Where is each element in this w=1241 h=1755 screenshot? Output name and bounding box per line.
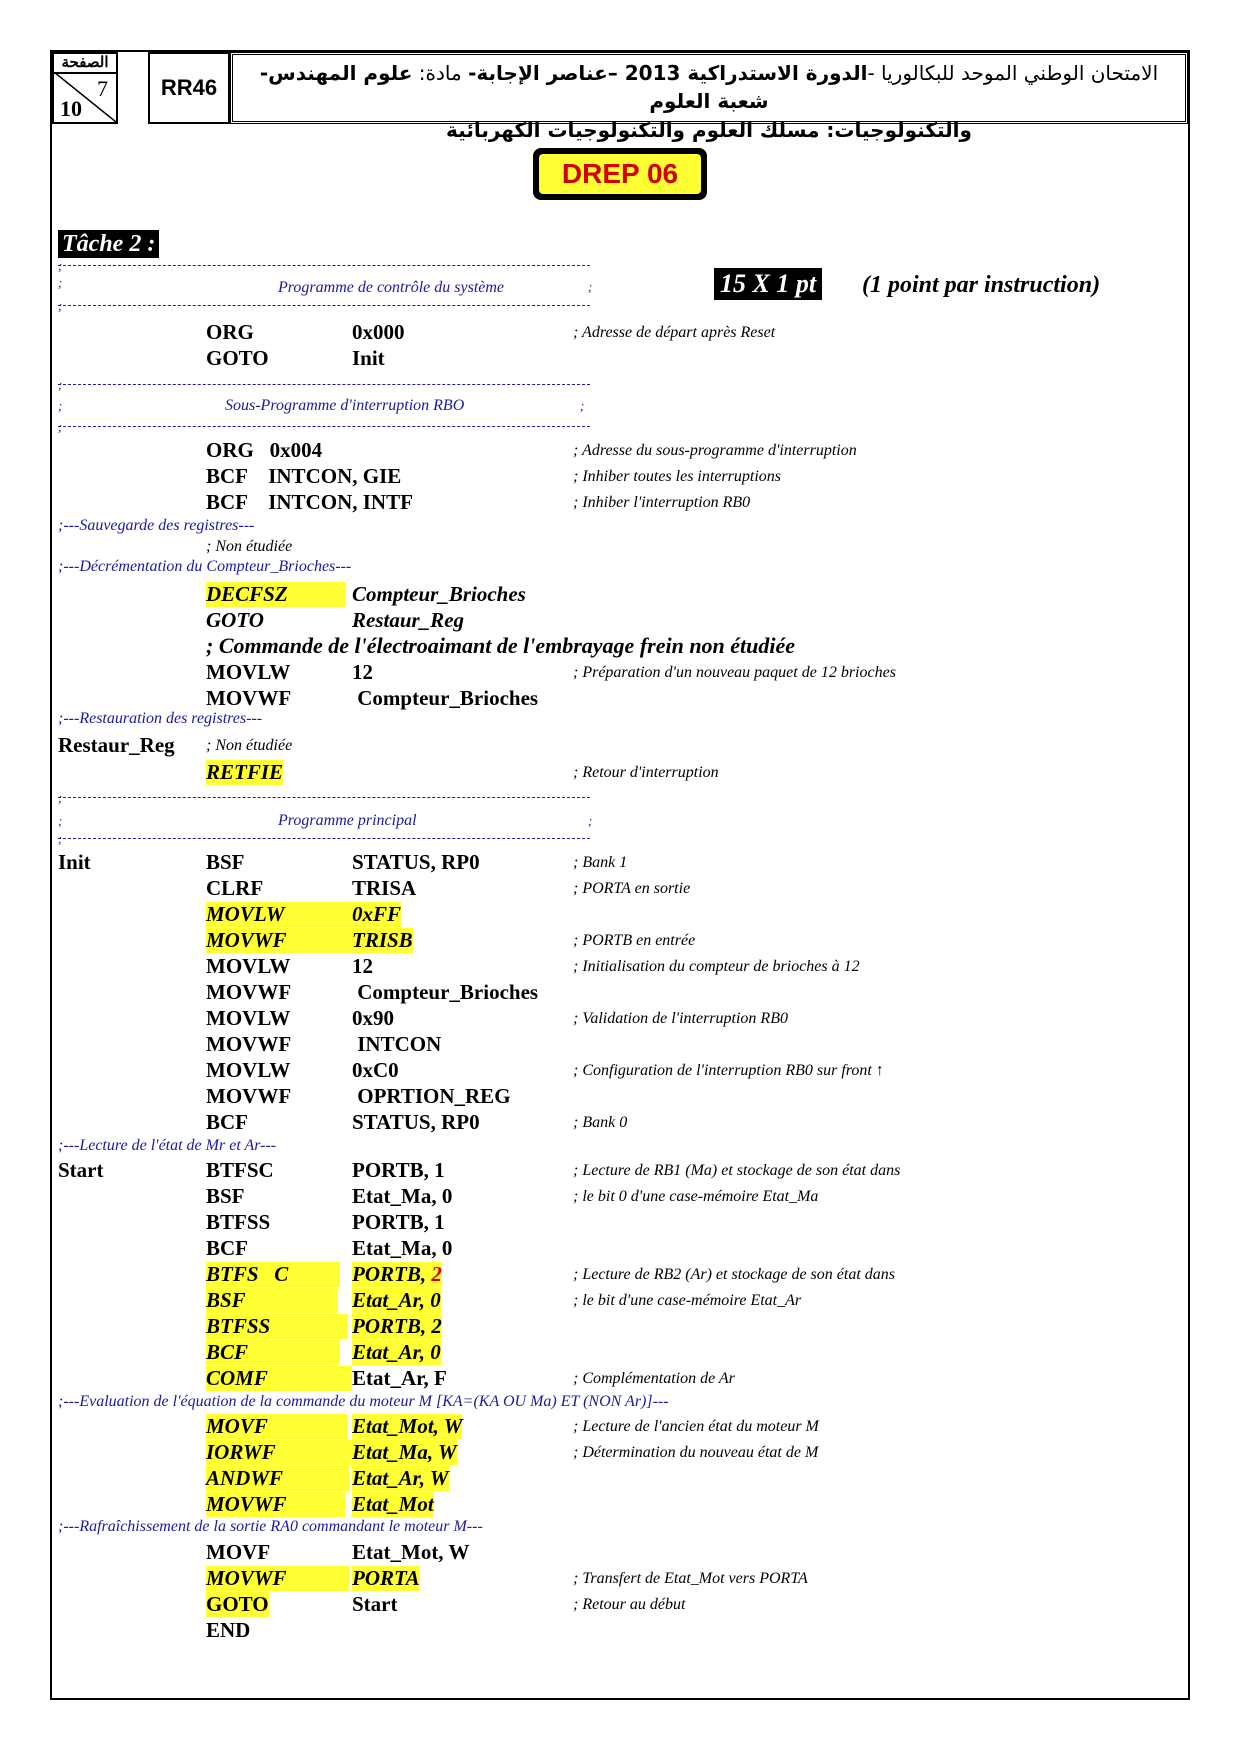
code-line [0,1618,1241,1644]
comment: ; Retour d'interruption [573,764,719,781]
opcode: MOVWF [206,928,357,953]
operand: Restaur_Reg [352,608,465,632]
comment: ; PORTA en sortie [573,880,691,897]
note-lecture: ;---Lecture de l'état de Mr et Ar--- [58,1137,277,1154]
operand: Etat_Ar, F [352,1366,447,1390]
code-line [0,1210,1241,1236]
exam-code: RR46 [148,52,230,124]
opcode: BTFSC [206,1158,274,1182]
opcode: MOVWF [206,1492,345,1517]
opcode: BCF [206,1110,248,1134]
comment: ; le bit d'une case-mémoire Etat_Ar [573,1292,802,1309]
drep-badge-label: DREP 06 [539,154,701,194]
page-total: 10 [60,96,82,121]
operand: PORTB, 1 [352,1210,445,1234]
label: Restaur_Reg [58,733,175,757]
operand: Etat_Ar, 0 [352,1340,441,1364]
comment: ; PORTB en entrée [573,932,696,949]
page-current: 7 [97,76,108,101]
comment: ; Adresse de départ après Reset [573,324,776,341]
code-line [0,1314,1241,1340]
sep-semicolon: ; [58,258,63,273]
code-line [0,733,1241,759]
operand: INTCON [352,1032,442,1056]
operand: TRISA [352,876,417,900]
points-box: 15 X 1 pt [714,268,822,300]
opcode: BCF [206,1236,248,1260]
comment: ; Configuration de l'interruption RB0 sur front ↑ [573,1062,884,1079]
sep-semicolon: ; [588,279,593,294]
operand: Etat_Ma, W [352,1440,457,1464]
opcode: MOVWF [206,1566,349,1591]
note-non-etudiee: ; Non étudiée [206,538,293,555]
opcode: MOVLW [206,660,291,684]
task-label: Tâche 2 : [58,230,159,258]
code-line [0,1084,1241,1110]
comment: ; Lecture de RB1 (Ma) et stockage de son état dans [573,1162,901,1179]
opcode: BTFS C [206,1262,340,1287]
opcode: BSF [206,1184,245,1208]
code-line [0,490,1241,516]
opcode: BTFSS [206,1210,271,1234]
note-rafraichissement: ;---Rafraîchissement de la sortie RA0 commandant le moteur M--- [58,1518,483,1535]
sep-semicolon: ; [58,790,63,805]
opcode: GOTO [206,346,269,370]
code-line [0,760,1241,786]
opcode: MOVF [206,1414,348,1439]
separator [58,426,590,427]
separator [58,838,590,839]
comment: ; Adresse du sous-programme d'interruption [573,442,857,459]
opcode: MOVLW [206,1058,291,1082]
operand: PORTA [352,1566,420,1590]
note-embrayage: ; Commande de l'électroaimant de l'embrayage frein non étudiée [206,633,796,658]
note-sauvegarde: ;---Sauvegarde des registres--- [58,517,255,534]
separator [58,265,590,266]
sep-semicolon: ; [58,398,63,413]
operand: OPRTION_REG [352,1084,511,1108]
comment: ; Bank 1 [573,854,628,871]
sep-semicolon: ; [58,419,63,434]
page-label: الصفحة [54,54,116,74]
separator [58,797,590,798]
opcode: MOVWF [206,686,292,710]
opcode: MOVLW [206,1006,291,1030]
code-line [0,1466,1241,1492]
page-number-box [52,52,118,124]
code-line [0,1032,1241,1058]
note-restauration: ;---Restauration des registres--- [58,710,263,727]
code-line [0,1006,1241,1032]
code-line [0,980,1241,1006]
comment: ; Lecture de RB2 (Ar) et stockage de son état dans [573,1266,895,1283]
operand: 12 [352,954,373,978]
code-line [0,1366,1241,1392]
drep-badge [533,148,707,200]
opcode: DECFSZ [206,582,346,607]
operand: Etat_Ma, 0 [352,1236,453,1260]
opcode: BSF [206,1288,338,1313]
operand: Start [352,1592,398,1616]
code-line [0,686,1241,712]
opcode: BCF INTCON, INTF [206,490,413,514]
code-line [0,1340,1241,1366]
comment: ; le bit 0 d'une case-mémoire Etat_Ma [573,1188,819,1205]
label: Init [58,850,91,874]
comment: ; Lecture de l'ancien état du moteur M [573,1418,819,1435]
code-line [0,464,1241,490]
points-note: (1 point par instruction) [862,272,1101,298]
comment: ; Initialisation du compteur de brioches à 12 [573,958,860,975]
opcode: MOVF [206,1540,271,1564]
comment: ; Retour au début [573,1596,686,1613]
opcode: RETFIE [206,760,284,784]
opcode: MOVLW [206,902,355,927]
page-header [52,52,1188,142]
code-line [0,902,1241,928]
code-line [0,1540,1241,1566]
comment: ; Transfert de Etat_Mot vers PORTA [573,1570,808,1587]
code-line [0,928,1241,954]
code-line [0,1440,1241,1466]
operand: Etat_Ma, 0 [352,1184,453,1208]
code-line [0,1566,1241,1592]
opcode: IORWF [206,1440,352,1465]
code-line [0,1158,1241,1184]
comment: ; Préparation d'un nouveau paquet de 12 brioches [573,664,896,681]
comment: ; Inhiber toutes les interruptions [573,468,781,485]
section-title-1: Programme de contrôle du système [278,279,505,296]
code-line [0,954,1241,980]
section-title-2: Sous-Programme d'interruption RBO [225,397,465,414]
operand: Etat_Mot, W [352,1414,463,1438]
opcode: CLRF [206,876,264,900]
title-part-d: علوم المهندس- شعبة العلوم [259,61,769,113]
sep-semicolon: ; [58,377,63,392]
comment: ; Inhiber l'interruption RB0 [573,494,751,511]
code-line [0,320,1241,346]
operand: Init [352,346,385,370]
code-line [0,1262,1241,1288]
code-line [0,1236,1241,1262]
code-line [0,438,1241,464]
opcode: ORG 0x004 [206,438,323,462]
sep-semicolon: ; [588,813,593,828]
operand: PORTB, 2 [352,1314,442,1338]
opcode: GOTO [206,1592,269,1616]
code-line [0,346,1241,372]
opcode: MOVWF [206,980,292,1004]
operand: 0xC0 [352,1058,399,1082]
separator [58,384,590,385]
code-line [0,608,1241,634]
comment: ; Bank 0 [573,1114,628,1131]
operand: STATUS, RP0 [352,850,480,874]
operand: Etat_Ar, 0 [352,1288,441,1312]
sep-semicolon: ; [58,831,63,846]
code-line [0,582,1241,608]
title-line-2: والتكنولوجيات: مسلك العلوم والتكنولوجيات الكهربائية [446,118,972,142]
title-part-a: الامتحان الوطني الموحد للبكالوريا - [867,61,1159,85]
comment: ; Validation de l'interruption RB0 [573,1010,788,1027]
operand-text: PORTB, [352,1262,432,1286]
opcode: ANDWF [206,1466,349,1491]
code-line [0,1492,1241,1518]
code-line [0,1110,1241,1136]
comment: ; Détermination du nouveau état de M [573,1444,819,1461]
sep-semicolon: ; [58,813,63,828]
code-line [0,1058,1241,1084]
opcode: MOVWF [206,1032,292,1056]
opcode: ORG [206,320,254,344]
operand: 0x000 [352,320,405,344]
comment: ; Complémentation de Ar [573,1370,735,1387]
operand: TRISB [352,928,413,952]
operand: 0x90 [352,1006,394,1030]
operand: Etat_Mot, W [352,1540,470,1564]
note-evaluation: ;---Evaluation de l'équation de la commande du moteur M [KA=(KA OU Ma) ET (NON Ar)]--- [58,1393,669,1410]
code-line [0,660,1241,686]
operand: 0xFF [352,902,402,926]
separator [58,305,590,306]
code-line [0,850,1241,876]
code-line [0,1288,1241,1314]
opcode: MOVLW [206,954,291,978]
label: Start [58,1158,104,1182]
title-part-b: الدورة الاستدراكية 2013 –عناصر الإجابة- [468,61,868,85]
sep-semicolon: ; [580,398,585,413]
code-line [0,1592,1241,1618]
operand: STATUS, RP0 [352,1110,480,1134]
sep-semicolon: ; [58,275,63,290]
opcode: END [206,1618,251,1642]
note-decrementation: ;---Décrémentation du Compteur_Brioches--- [58,558,352,575]
note-non-etudiee: ; Non étudiée [206,737,293,754]
opcode: COMF [206,1366,352,1391]
operand: PORTB, 1 [352,1158,445,1182]
code-line [0,1414,1241,1440]
operand [352,1262,442,1287]
opcode: GOTO [206,608,264,632]
operand: 12 [352,660,373,684]
operand: Compteur_Brioches [352,686,539,710]
opcode: BSF [206,850,245,874]
operand: Compteur_Brioches [352,582,526,606]
sep-semicolon: ; [58,298,63,313]
opcode: MOVWF [206,1084,292,1108]
operand: Etat_Ar, W [352,1466,449,1490]
exam-title [230,52,1188,142]
operand: Etat_Mot [352,1492,434,1516]
code-line [0,876,1241,902]
opcode: BTFSS [206,1314,348,1339]
operand-bit: 2 [431,1262,442,1286]
operand: Compteur_Brioches [352,980,539,1004]
title-part-c: مادة: [412,61,469,85]
opcode: BCF [206,1340,340,1365]
code-line [0,1184,1241,1210]
section-title-3: Programme principal [278,812,417,829]
opcode: BCF INTCON, GIE [206,464,402,488]
